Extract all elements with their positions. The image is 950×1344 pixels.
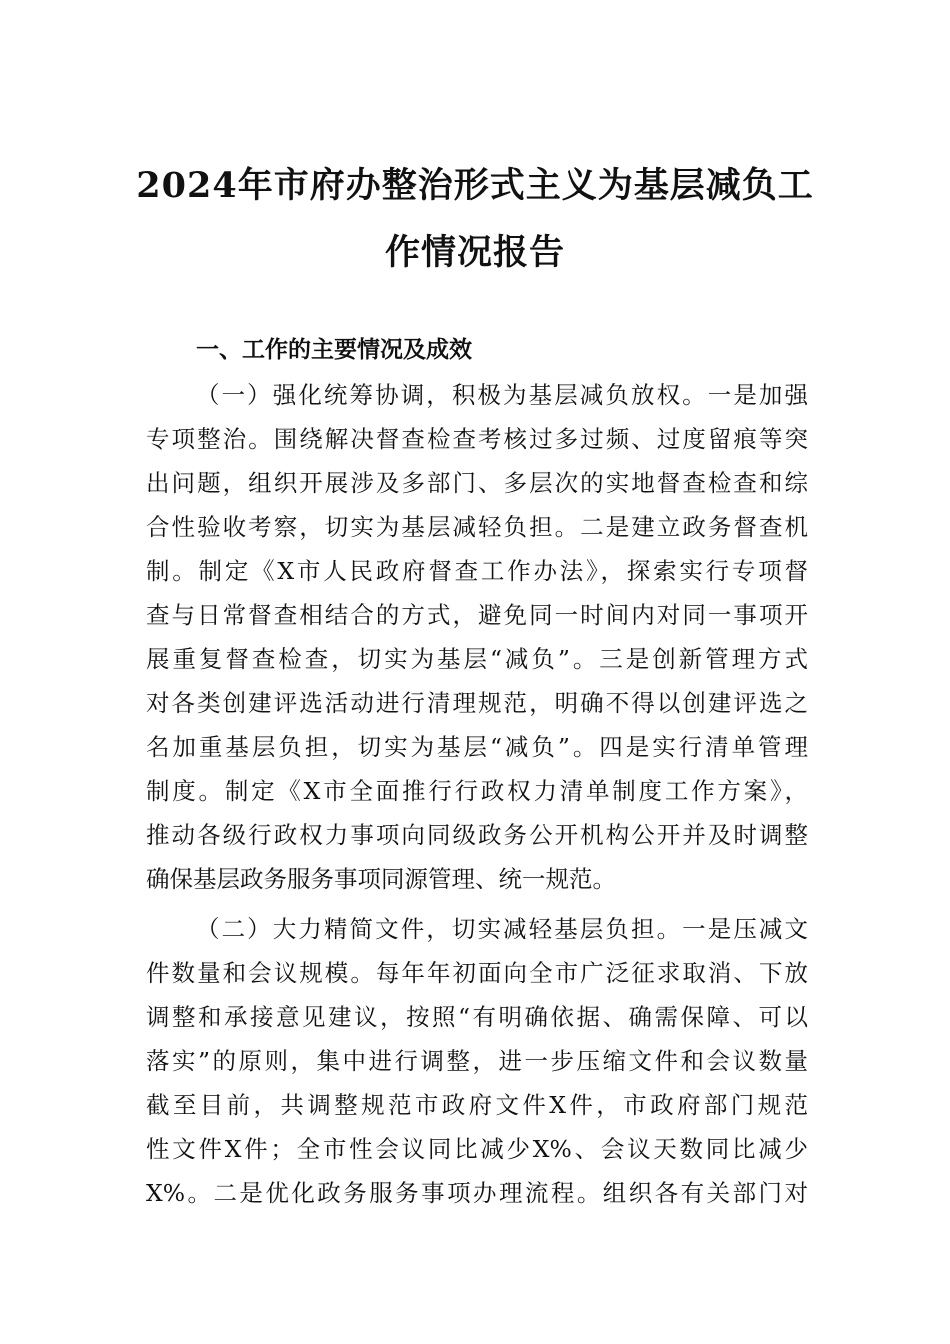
paragraph-line: （二）大力精简文件，切实减轻基层负担。一是压减文	[196, 915, 808, 943]
paragraph-line: 制度。制定《X市全面推行行政权力清单制度工作方案》，	[146, 777, 808, 805]
paragraph-line: 截至目前，共调整规范市政府文件X件，市政府部门规范	[146, 1091, 808, 1119]
paragraph-line: 展重复督查检查，切实为基层“减负”。三是创新管理方式	[146, 645, 808, 673]
paragraph-line: 件数量和会议规模。每年年初面向全市广泛征求取消、下放	[146, 959, 808, 987]
paragraph-line: 对各类创建评选活动进行清理规范，明确不得以创建评选之	[146, 689, 808, 717]
paragraph-line: （一）强化统筹协调，积极为基层减负放权。一是加强	[196, 381, 808, 409]
paragraph-line: 专项整治。围绕解决督查检查考核过多过频、过度留痕等突	[146, 425, 808, 453]
paragraph-line: 出问题，组织开展涉及多部门、多层次的实地督查检查和综	[146, 469, 808, 497]
document-title-line-2: 作情况报告	[384, 232, 565, 273]
paragraph-line: 合性验收考察，切实为基层减轻负担。二是建立政务督查机	[146, 513, 808, 541]
paragraph-line: 调整和承接意见建议，按照“有明确依据、确需保障、可以	[146, 1003, 808, 1031]
paragraph-line: 确保基层政务服务事项同源管理、统一规范。	[146, 865, 616, 893]
paragraph-line: 性文件X件；全市性会议同比减少X%、会议天数同比减少	[146, 1135, 808, 1163]
paragraph-line: 落实”的原则，集中进行调整，进一步压缩文件和会议数量	[146, 1047, 808, 1075]
paragraph-line: 推动各级行政权力事项向同级政务公开机构公开并及时调整	[146, 821, 808, 849]
paragraph-line: 制。制定《X市人民政府督查工作办法》，探索实行专项督	[146, 557, 808, 585]
paragraph-line: 查与日常督查相结合的方式，避免同一时间内对同一事项开	[146, 601, 808, 629]
paragraph-line: 名加重基层负担，切实为基层“减负”。四是实行清单管理	[146, 733, 808, 761]
document-title-line-1: 2024年市府办整治形式主义为基层减负工	[136, 165, 814, 206]
section-heading-1: 一、工作的主要情况及成效	[196, 337, 472, 363]
paragraph-line: X%。二是优化政务服务事项办理流程。组织各有关部门对	[146, 1179, 808, 1207]
